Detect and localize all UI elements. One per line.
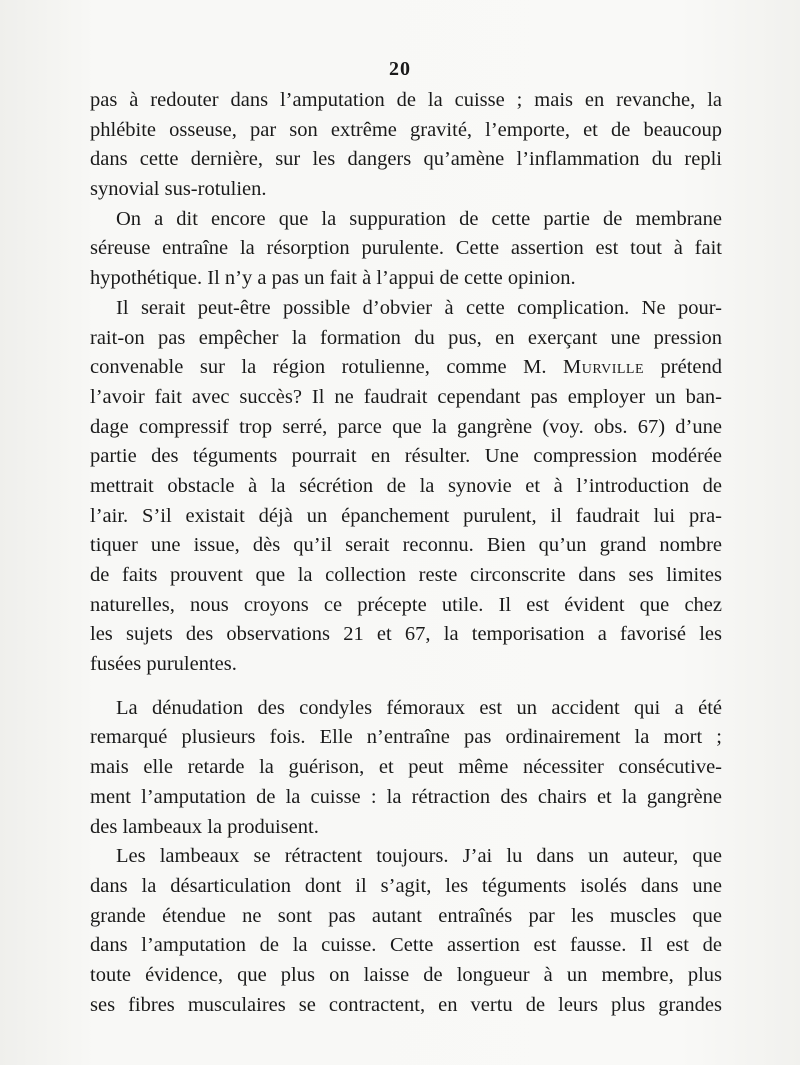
text-line: des lambeaux la produisent. bbox=[90, 815, 319, 838]
body-text bbox=[90, 86, 722, 1020]
text-line: phlébite osseuse, par son extrême gravité, l’emporte, et de beaucoup bbox=[90, 118, 722, 141]
text-line: séreuse entraîne la résorption purulente. Cette assertion est tout à fait bbox=[90, 237, 722, 260]
text-line bbox=[90, 353, 722, 383]
text-line: grande étendue ne sont pas autant entraînés par les muscles que bbox=[90, 904, 722, 927]
text-line: fusées purulentes. bbox=[90, 653, 237, 676]
text-line: On a dit encore que la suppuration de cette partie de membrane bbox=[116, 207, 722, 230]
text-line: synovial sus-rotulien. bbox=[90, 178, 267, 201]
text-line: pas à redouter dans l’amputation de la cuisse ; mais en revanche, la bbox=[90, 89, 722, 111]
text-line: hypothétique. Il n’y a pas un fait à l’appui de cette opinion. bbox=[90, 267, 576, 290]
text-line: tiquer une issue, dès qu’il serait reconnu. Bien qu’un grand nombre bbox=[90, 534, 722, 557]
text-line: dans l’amputation de la cuisse. Cette assertion est fausse. Il est de bbox=[90, 934, 722, 957]
author-name: Murville bbox=[563, 356, 645, 379]
paragraph bbox=[90, 205, 722, 294]
paragraph-gap bbox=[90, 680, 722, 694]
text-line: dans la désarticulation dont il s’agit, les téguments isolés dans une bbox=[90, 874, 722, 897]
paragraph bbox=[90, 694, 722, 842]
text-line: toute évidence, que plus on laisse de longueur à un membre, plus bbox=[90, 963, 722, 986]
text-line: dans cette dernière, sur les dangers qu’amène l’inflammation du repli bbox=[90, 148, 722, 171]
text-line: Les lambeaux se rétractent toujours. J’ai lu dans un auteur, que bbox=[116, 845, 722, 868]
text-line: mettrait obstacle à la sécrétion de la synovie et à l’introduction de bbox=[90, 474, 722, 497]
text-line: de faits prouvent que la collection reste circonscrite dans ses limites bbox=[90, 564, 722, 586]
text-line: remarqué plusieurs fois. Elle n’entraîne pas ordinairement la mort ; bbox=[90, 726, 722, 749]
page-number: 20 bbox=[389, 58, 411, 80]
text-line: l’air. S’il existait déjà un épanchement purulent, il faudrait lui pra- bbox=[90, 504, 722, 527]
text-line: dage compressif trop serré, parce que la gangrène (voy. obs. 67) d’une bbox=[90, 415, 722, 438]
text-line: rait-on pas empêcher la formation du pus, en exerçant une pression bbox=[90, 326, 722, 349]
paragraph bbox=[90, 86, 722, 205]
text-line: naturelles, nous croyons ce précepte utile. Il est évident que chez bbox=[90, 593, 722, 616]
text-line: ment l’amputation de la cuisse : la rétraction des chairs et la gangrène bbox=[90, 785, 722, 808]
text-line: La dénudation des condyles fémoraux est un accident qui a été bbox=[116, 696, 722, 719]
text-line: mais elle retarde la guérison, et peut même nécessiter consécutive- bbox=[90, 756, 722, 779]
text-line: l’avoir fait avec succès? Il ne faudrait cependant pas employer un ban- bbox=[90, 385, 722, 408]
paragraph bbox=[90, 842, 722, 1020]
text-line: ses fibres musculaires se contractent, en vertu de leurs plus grandes bbox=[90, 993, 722, 1016]
text-fragment: convenable sur la région rotulienne, comme M. bbox=[90, 356, 564, 379]
text-fragment: prétend bbox=[644, 356, 722, 379]
text-line: partie des téguments pourrait en résulter. Une compression modérée bbox=[90, 445, 722, 468]
text-line: les sujets des observations 21 et 67, la temporisation a favorisé les bbox=[90, 623, 722, 646]
text-line: Il serait peut-être possible d’obvier à cette complication. Ne pour- bbox=[116, 296, 722, 319]
paragraph bbox=[90, 294, 722, 680]
